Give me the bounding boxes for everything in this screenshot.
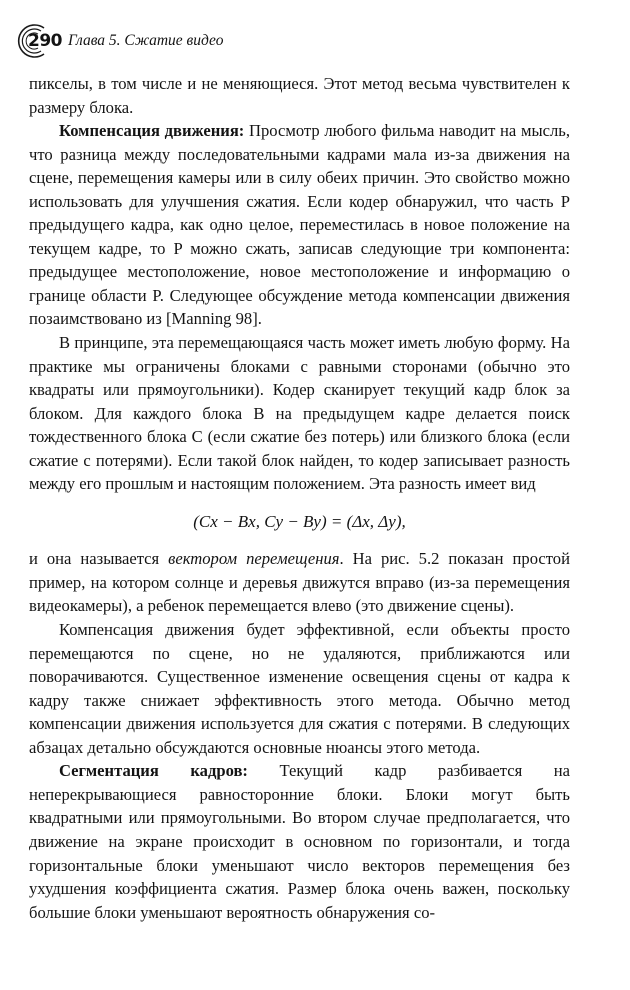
paragraph-motion-compensation	[29, 119, 570, 331]
paragraph-frame-segmentation	[29, 759, 570, 924]
paragraph-motion-vector	[29, 547, 570, 618]
paragraph-text: Просмотр любого фильма наводит на мысль, что разница между последовательными кадрами мала из-за движения на сцене, перемещения камеры или в силу обеих причин. Это свойство можно использовать для улучшения сжатия. Если кодер обнаружил, что часть P предыдущего кадра, как одно целое, переместилась в новое положение на текущем кадре, то P можно сжать, записав следующие три компонента: предыдущее местоположение, новое местоположение и информацию о границе области P. Следующее обсуждение метода компенсации движения позаимствовано из [Manning 98].	[29, 121, 570, 329]
body-text	[29, 72, 570, 924]
displacement-formula: (Cx − Bx, Cy − By) = (Δx, Δy),	[193, 511, 406, 531]
paragraph-block-search: В принципе, эта перемещающаяся часть может иметь любую форму. На практике мы ограничены блоками с равными сторонами (обычно это квадраты или прямоугольники). Кодер сканирует текущий кадр блок за блоком. Для каждого блока B на предыдущем кадре делается поиск тождественного блока C (если сжатие без потерь) или близкого блока (если сжатие с потерями). Если такой блок найден, то кодер записывает разность между его прошлым и настоящим положением. Эта разность имеет вид	[29, 333, 570, 494]
paragraph-text: и она называется	[29, 549, 169, 569]
paragraph-heading: Компенсация движения:	[59, 121, 245, 141]
page-number: 290	[28, 31, 62, 51]
paragraph-text: Текущий кадр разбивается на неперекрывающиеся равносторонние блоки. Блоки могут быть квадратными или прямоугольными. Во втором случае предполагается, что движение на экране происходит в основном по горизонтали, и тогда горизонтальные блоки уменьшают число векторов перемещения без ухудшения коэффициента сжатия. Размер блока очень важен, поскольку большие блоки уменьшают вероятность обнаружения со-	[29, 761, 570, 922]
defined-term: вектором перемещения	[168, 549, 340, 569]
paragraph-heading: Сегментация кадров:	[59, 761, 248, 781]
paragraph-text: . На рис. 5.2 показан простой пример, на котором солнце и деревья движутся вправо (из-за перемещения видеокамеры), а ребенок перемещается влево (это движение сцены).	[29, 549, 570, 616]
paragraph-continuation: пикселы, в том числе и не меняющиеся. Этот метод весьма чувствителен к размеру блока.	[29, 74, 570, 117]
running-header	[14, 22, 614, 62]
paragraph-effectiveness: Компенсация движения будет эффективной, если объекты просто перемещаются по сцене, но не удаляются, приближаются или поворачиваются. Существенное изменение освещения сцены от кадра к кадру также снижает эффективность этого метода. Обычно метод компенсации движения используется для сжатия с потерями. В следующих абзацах детально обсуждаются основные нюансы этого метода.	[29, 620, 570, 757]
running-title: Глава 5. Сжатие видео	[68, 32, 224, 49]
